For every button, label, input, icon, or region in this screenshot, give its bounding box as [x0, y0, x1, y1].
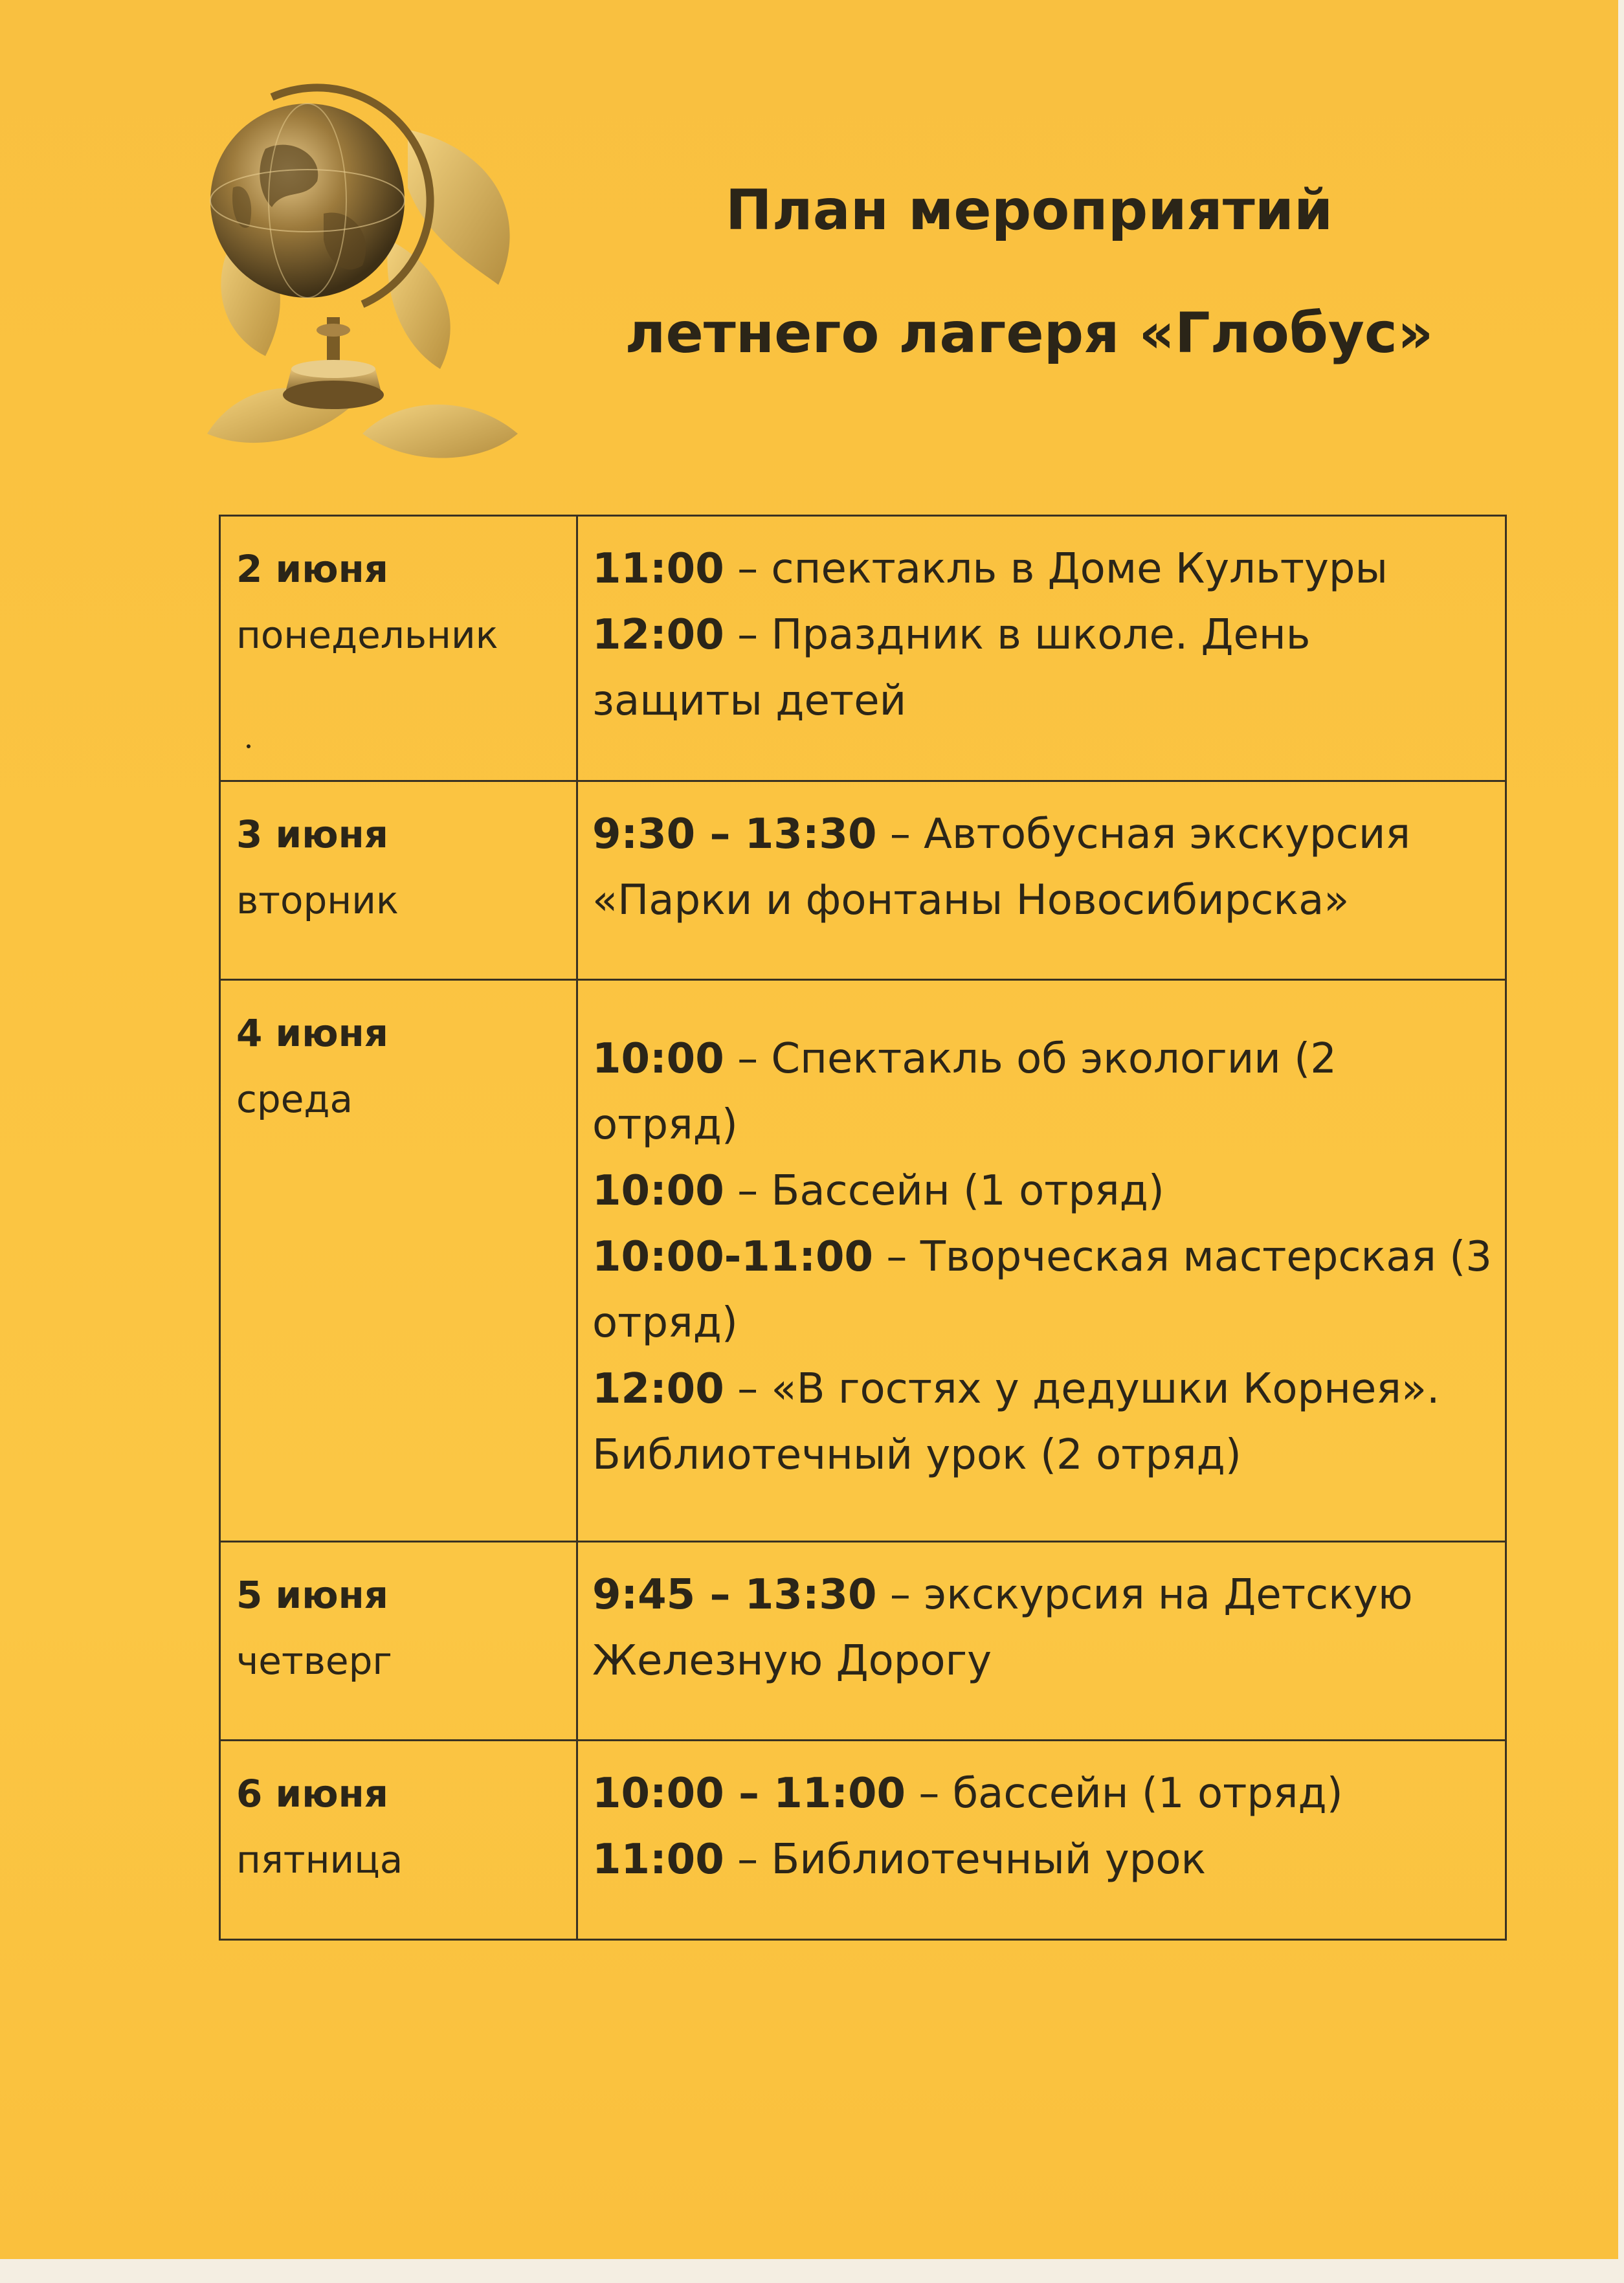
table-row: [220, 781, 1506, 980]
scan-speck: [247, 744, 250, 748]
events-cell: [577, 1741, 1506, 1940]
event-separator: –: [724, 1167, 772, 1215]
event-text: Автобусная экскурсия «Парки и фонтаны Новосибирска»: [592, 810, 1410, 924]
event-text: экскурсия на Детскую Железную Дорогу: [592, 1571, 1413, 1685]
event-time: 10:00: [592, 1167, 724, 1215]
day-date: 4 июня: [236, 1011, 388, 1055]
event-separator: –: [906, 1770, 953, 1818]
event-time: 10:00-11:00: [592, 1233, 873, 1281]
event-text: спектакль в Доме Культуры: [771, 545, 1388, 593]
table-row: [220, 516, 1506, 781]
event-time: 12:00: [592, 1365, 724, 1413]
day-cell: [220, 516, 577, 781]
table-row: [220, 1542, 1506, 1741]
event-time: 11:00: [592, 1836, 724, 1884]
event-separator: –: [724, 1365, 772, 1413]
day-weekday: среда: [236, 1077, 353, 1121]
event-separator: –: [724, 1836, 772, 1884]
event-separator: –: [876, 1571, 924, 1619]
day-weekday: понедельник: [236, 613, 498, 657]
title-line-1: План мероприятий: [725, 178, 1333, 243]
events-cell: [577, 516, 1506, 781]
event-separator: –: [724, 545, 772, 593]
event-text: бассейн (1 отряд): [952, 1770, 1343, 1818]
day-weekday: пятница: [236, 1838, 403, 1882]
event-item: [592, 1761, 1492, 1827]
event-item: [592, 1026, 1492, 1158]
day-date: 5 июня: [236, 1573, 388, 1617]
day-cell: [220, 1741, 577, 1940]
table-row: [220, 980, 1506, 1542]
event-separator: –: [724, 1035, 772, 1083]
event-time: 10:00 – 11:00: [592, 1770, 906, 1818]
event-separator: –: [876, 810, 924, 858]
event-text: Библиотечный урок: [771, 1836, 1207, 1884]
event-time: 10:00: [592, 1035, 724, 1083]
event-time: 9:30 – 13:30: [592, 810, 877, 858]
day-date: 6 июня: [236, 1772, 388, 1816]
event-item: [592, 1158, 1492, 1224]
day-weekday: четверг: [236, 1639, 392, 1683]
scan-margin-bottom: [0, 2259, 1624, 2283]
event-item: [592, 1562, 1492, 1694]
event-time: 11:00: [592, 545, 724, 593]
globe-with-leaves-icon: [194, 71, 557, 460]
events-cell: [577, 980, 1506, 1542]
event-separator: –: [873, 1233, 920, 1281]
event-text: Спектакль об экологии (2 отряд): [592, 1035, 1337, 1149]
table-row: [220, 1741, 1506, 1940]
event-item: [592, 1827, 1492, 1893]
day-cell: [220, 781, 577, 980]
day-date: 2 июня: [236, 547, 388, 591]
title-line-2: летнего лагеря «Глобус»: [625, 301, 1434, 366]
event-item: [592, 1356, 1492, 1488]
event-time: 9:45 – 13:30: [592, 1571, 877, 1619]
event-time: 12:00: [592, 611, 724, 659]
event-item: [592, 536, 1492, 602]
day-cell: [220, 980, 577, 1542]
event-text: Праздник в школе. День защиты детей: [592, 611, 1311, 725]
events-cell: [577, 1542, 1506, 1741]
scan-margin-right: [1618, 0, 1624, 2283]
event-separator: –: [724, 611, 772, 659]
event-text: «В гостях у дедушки Корнея». Библиотечный урок (2 отряд): [592, 1365, 1440, 1479]
event-item: [592, 602, 1492, 734]
schedule-table: [219, 515, 1507, 1941]
day-weekday: вторник: [236, 878, 399, 922]
events-cell: [577, 781, 1506, 980]
day-date: 3 июня: [236, 812, 388, 856]
page-title: [570, 149, 1489, 395]
event-item: [592, 801, 1492, 933]
day-cell: [220, 1542, 577, 1741]
event-text: Бассейн (1 отряд): [771, 1167, 1164, 1215]
event-text: Творческая мастерская (3 отряд): [592, 1233, 1492, 1347]
event-item: [592, 1224, 1492, 1356]
